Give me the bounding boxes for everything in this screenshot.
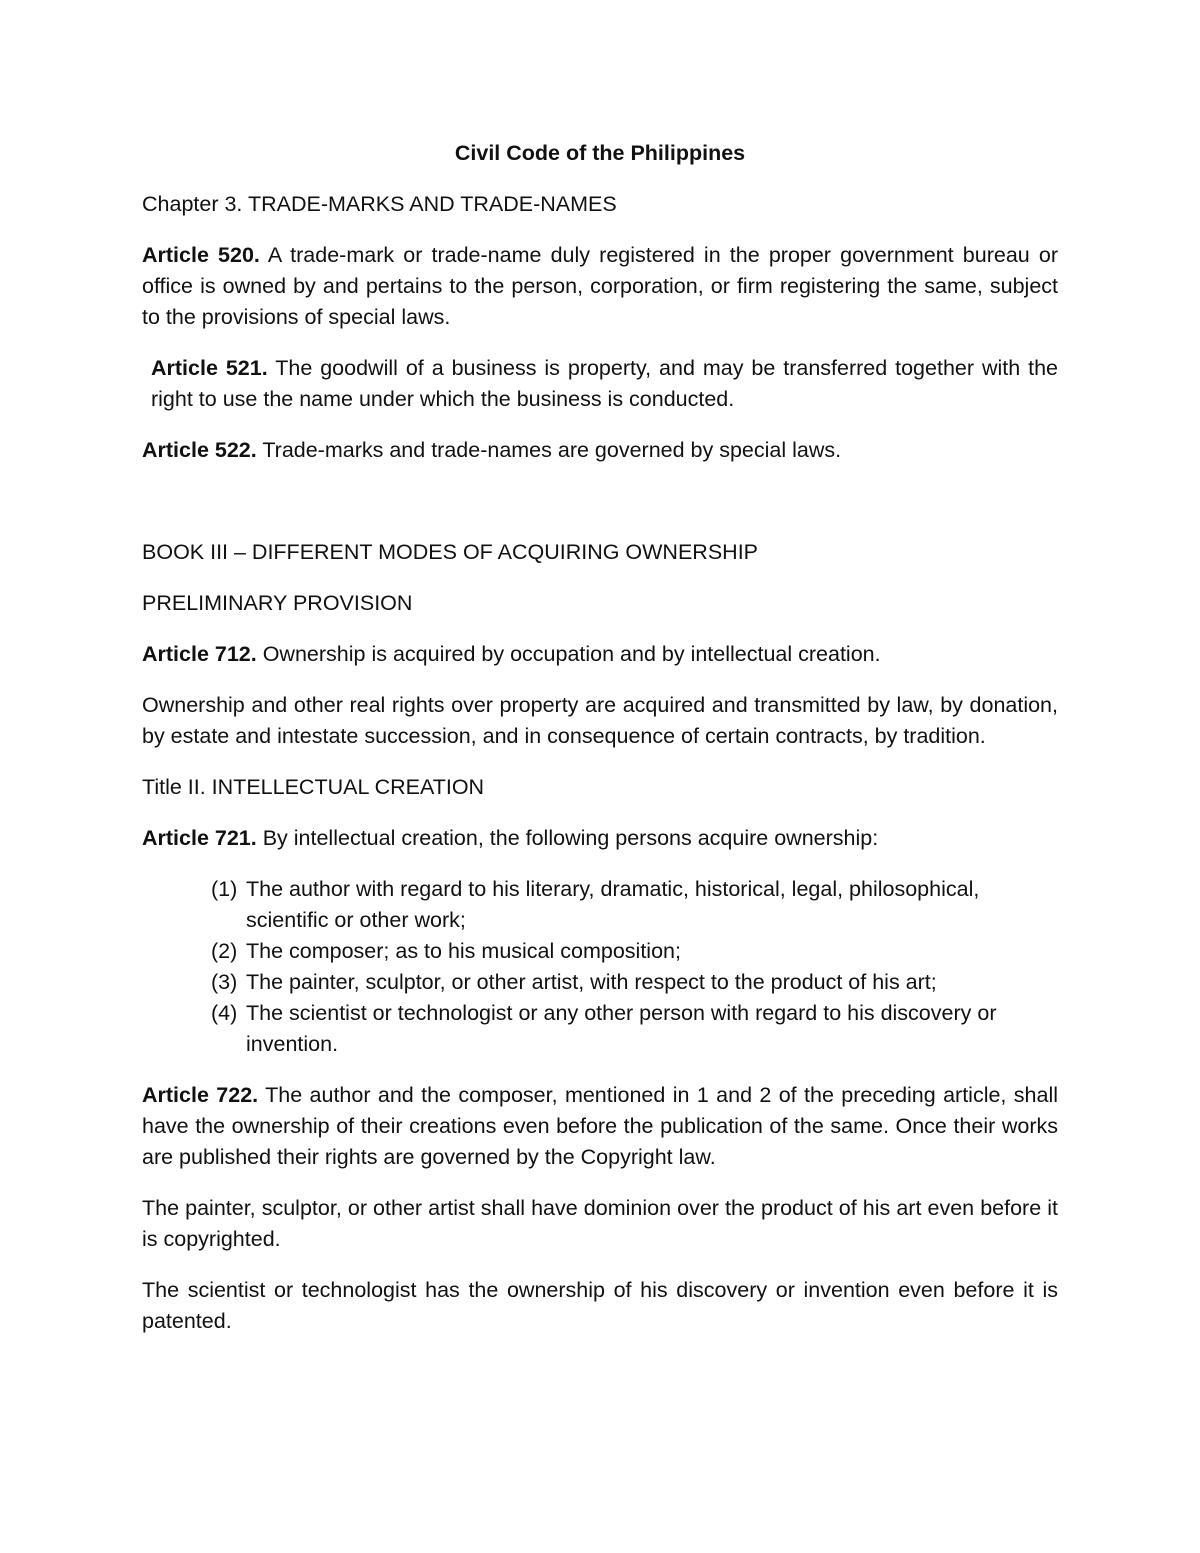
article-label: Article 722.	[142, 1083, 259, 1107]
article-text: The author and the composer, mentioned in 1 and 2 of the preceding article, shall have the ownership of their creations even before the publication of the same. Once their works are published their rights are governed by the Copyright law.	[142, 1083, 1058, 1169]
list-item	[211, 967, 1058, 998]
book-heading: BOOK III – DIFFERENT MODES OF ACQUIRING OWNERSHIP	[142, 540, 759, 564]
list-item-text: The scientist or technologist or any other person with regard to his discovery or invention.	[246, 1001, 997, 1056]
article-721-list	[142, 874, 1058, 1060]
article-label: Article 521.	[151, 356, 268, 380]
article-label: Article 721.	[142, 826, 257, 850]
article-label: Article 520.	[142, 243, 260, 267]
list-item-number: (2)	[211, 939, 238, 963]
preliminary-heading: PRELIMINARY PROVISION	[142, 591, 413, 615]
list-item	[211, 998, 1058, 1060]
article-712-paragraph: Ownership and other real rights over property are acquired and transmitted by law, by donation, by estate and intestate succession, and in consequence of certain contracts, by tradition.	[142, 693, 1058, 748]
article-text: A trade-mark or trade-name duly registered in the proper government bureau or office is owned by and pertains to the person, corporation, or firm registering the same, subject to the provisions of special laws.	[142, 243, 1058, 329]
list-item-number: (1)	[211, 877, 238, 901]
article-text: Trade-marks and trade-names are governed by special laws.	[256, 438, 842, 462]
list-item	[211, 936, 1058, 967]
document-title: Civil Code of the Philippines	[454, 141, 746, 165]
list-item	[211, 874, 1058, 936]
list-item-text: The author with regard to his literary, dramatic, historical, legal, philosophical, scientific or other work;	[246, 877, 980, 932]
article-722-paragraph-1: The painter, sculptor, or other artist shall have dominion over the product of his art even before it is copyrighted.	[142, 1196, 1058, 1251]
article-722-paragraph-2: The scientist or technologist has the ownership of his discovery or invention even before it is patented.	[142, 1278, 1058, 1333]
list-item-number: (4)	[211, 1001, 238, 1025]
article-722	[142, 1080, 1058, 1173]
article-712	[142, 639, 1058, 670]
article-label: Article 522.	[142, 438, 257, 462]
article-text: By intellectual creation, the following persons acquire ownership:	[256, 826, 879, 850]
list-item-text: The composer; as to his musical composition;	[246, 939, 681, 963]
chapter-heading: Chapter 3. TRADE-MARKS AND TRADE-NAMES	[142, 192, 617, 216]
article-text: The goodwill of a business is property, and may be transferred together with the right to use the name under which the business is conducted.	[151, 356, 1059, 411]
article-text: Ownership is acquired by occupation and by intellectual creation.	[256, 642, 881, 666]
article-721	[142, 823, 1058, 854]
article-520	[142, 240, 1058, 333]
article-522	[142, 435, 1058, 466]
article-521	[142, 353, 1058, 415]
document-page	[142, 138, 1058, 1357]
title-ii-heading: Title II. INTELLECTUAL CREATION	[142, 775, 485, 799]
list-item-number: (3)	[211, 970, 238, 994]
list-item-text: The painter, sculptor, or other artist, with respect to the product of his art;	[246, 970, 937, 994]
article-label: Article 712.	[142, 642, 257, 666]
